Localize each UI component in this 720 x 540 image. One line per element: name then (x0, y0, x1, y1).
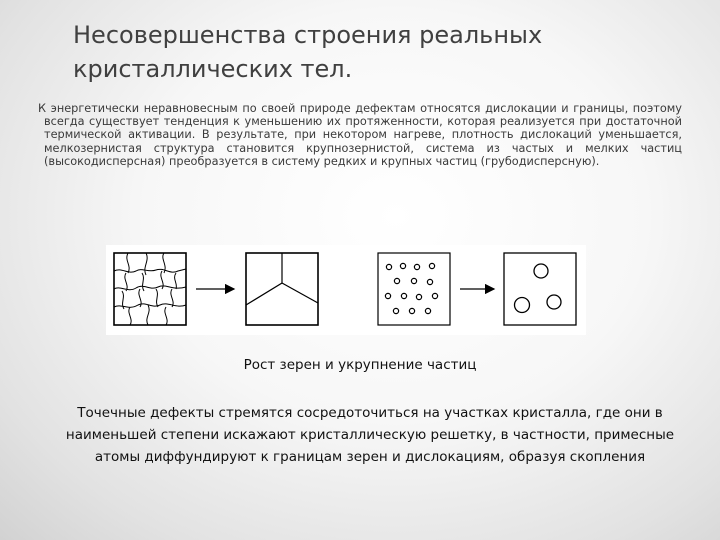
fine-particles-box (378, 253, 450, 325)
grain-growth-figure (106, 245, 586, 335)
coarse-particles-box (504, 253, 576, 325)
coarse-grain-box (246, 253, 318, 325)
title-line-1: Несовершенства строения реальных (73, 21, 543, 49)
bottom-paragraph: Точечные дефекты стремятся сосредоточиться на участках кристалла, где они в наименьшей степени искажают кристаллическую решетку, в частности, примесные атомы диффундируют к границам зерен и дислокациям, образуя скопления (65, 405, 675, 465)
slide-title (73, 18, 673, 86)
title-line-2: кристаллических тел. (73, 55, 353, 83)
grain-growth-diagram (106, 245, 586, 335)
body-paragraph: К энергетически неравновесным по своей природе дефектам относятся дислокации и границы, поэтому всегда существует тенденция к уменьшению их протяженности, которая реализуется при достаточной термической активации. В результате, при некотором нагреве, плотность дислокаций уменьшается, мелкозернистая структура становится крупнозернистой, система из частых и мелких частиц (высокодисперсная) преобразуется в систему редких и крупных частиц (грубодисперсную). (38, 102, 682, 168)
fine-grain-box (114, 253, 186, 325)
figure-caption: Рост зерен и укрупнение частиц (243, 357, 477, 373)
